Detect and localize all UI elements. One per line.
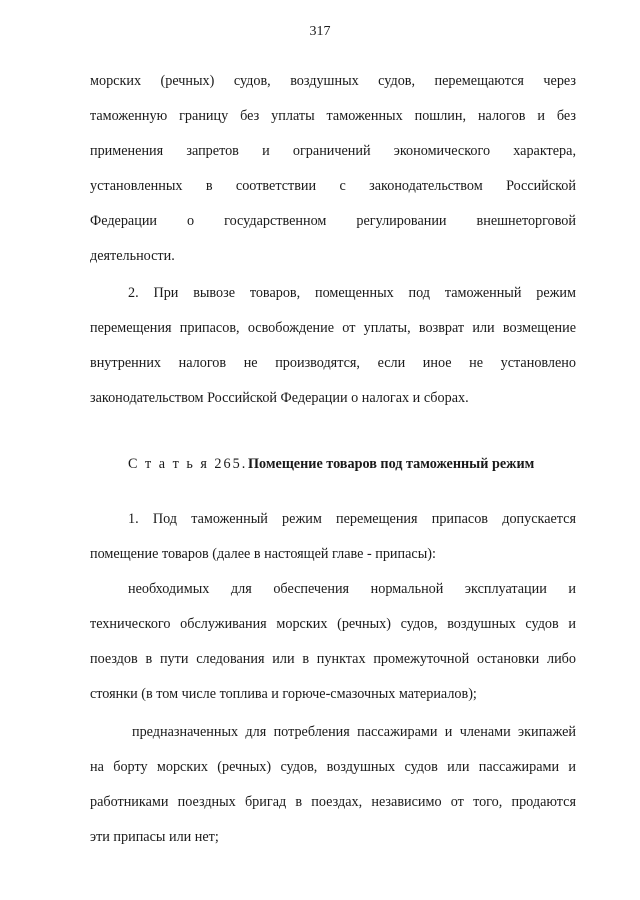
paragraph-line: 1. Под таможенный режим перемещения припасов допускается	[128, 511, 576, 527]
paragraph-line: помещение товаров (далее в настоящей главе - припасы):	[90, 546, 436, 562]
paragraph-line: применения запретов и ограничений экономического характера,	[90, 143, 576, 159]
paragraph-line: таможенную границу без уплаты таможенных пошлин, налогов и без	[90, 108, 576, 124]
paragraph-line: Федерации о государственном регулировании внешнеторговой	[90, 213, 576, 229]
paragraph-line: технического обслуживания морских (речных) судов, воздушных судов и	[90, 616, 576, 632]
paragraph-line: морских (речных) судов, воздушных судов, перемещаются через	[90, 73, 576, 89]
paragraph-line: на борту морских (речных) судов, воздушных судов или пассажирами и	[90, 759, 576, 775]
paragraph-line: установленных в соответствии с законодательством Российской	[90, 178, 576, 194]
paragraph-line: перемещения припасов, освобождение от уплаты, возврат или возмещение	[90, 320, 576, 336]
paragraph-line: 2. При вывозе товаров, помещенных под таможенный режим	[128, 285, 576, 301]
paragraph-line: деятельности.	[90, 248, 175, 264]
paragraph-line: внутренних налогов не производятся, если иное не установлено	[90, 355, 576, 371]
paragraph-line: необходимых для обеспечения нормальной эксплуатации и	[128, 581, 576, 597]
paragraph-line: стоянки (в том числе топлива и горюче-смазочных материалов);	[90, 686, 477, 702]
page-number: 317	[309, 24, 331, 39]
paragraph-line: законодательством Российской Федерации о налогах и сборах.	[90, 390, 469, 406]
paragraph-line: эти припасы или нет;	[90, 829, 219, 845]
paragraph-line: работниками поездных бригад в поездах, независимо от того, продаются	[90, 794, 576, 810]
paragraph-line: поездов в пути следования или в пунктах промежуточной остановки либо	[90, 651, 576, 667]
article-title: Помещение товаров под таможенный режим	[248, 456, 535, 472]
article-label: С т а т ь я 265.	[128, 456, 248, 472]
paragraph-line: предназначенных для потребления пассажирами и членами экипажей	[132, 724, 576, 740]
